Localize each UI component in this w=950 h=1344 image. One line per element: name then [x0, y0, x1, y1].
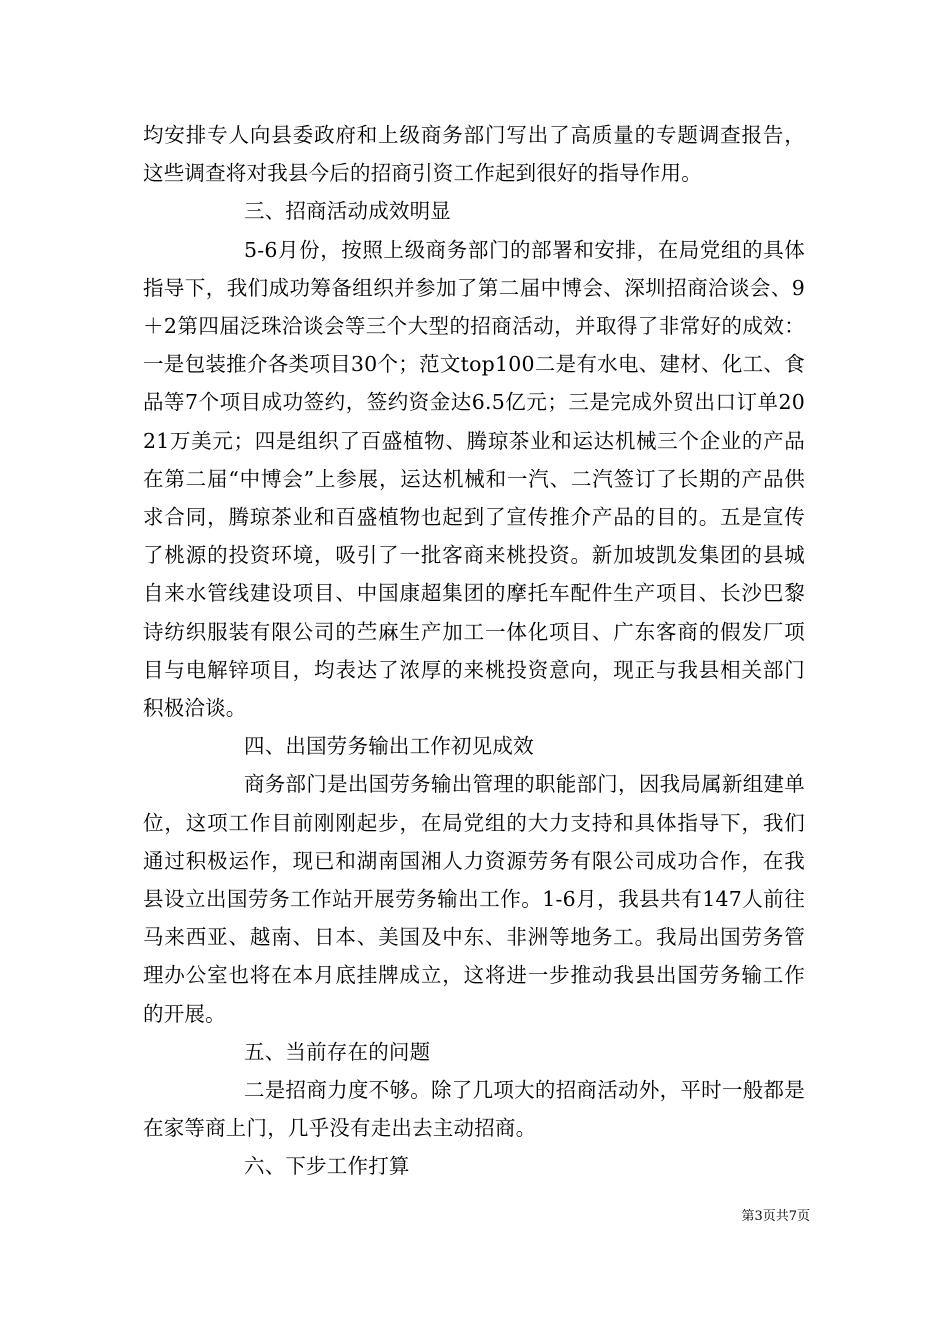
paragraph-labor-export: 商务部门是出国劳务输出管理的职能部门，因我局属新组建单位，这项工作目前刚刚起步，在局党组的大力支持和具体指导下，我们通过积极运作，现已和湖南国湘人力资源劳务有限公司成功合作，在我县设立出国劳务工作站开展劳务输出工作。1-6月，我县共有147人前往马来西亚、越南、日本、美国及中东、非洲等地务工。我局出国劳务管理办公室也将在本月底挂牌成立，这将进一步推动我县出国劳务输工作的开展。 [143, 772, 805, 1026]
section-heading-5: 五、当前存在的问题 [244, 1039, 431, 1064]
section-heading-3: 三、招商活动成效明显 [244, 199, 451, 224]
section-heading-4: 四、出国劳务输出工作初见成效 [244, 734, 534, 759]
paragraph-investment-activities: 5-6月份，按照上级商务部门的部署和安排，在局党组的具体指导下，我们成功筹备组织并参加了第二届中博会、深圳招商洽谈会、9＋2第四届泛珠洽谈会等三个大型的招商活动，并取得了非常好的成效：一是包装推介各类项目30个；范文top100二是有水电、建材、化工、食品等7个项目成功签约，签约资金达6.5亿元；三是完成外贸出口订单2021万美元；四是组织了百盛植物、腾琼茶业和运达机械三个企业的产品在第二届“中博会”上参展，运达机械和一汽、二汽签订了长期的产品供求合同，腾琼茶业和百盛植物也起到了宣传推介产品的目的。五是宣传了桃源的投资环境，吸引了一批客商来桃投资。新加坡凯发集团的县城自来水管线建设项目、中国康超集团的摩托车配件生产项目、长沙巴黎诗纺织服装有限公司的苎麻生产加工一体化项目、广东客商的假发厂项目与电解锌项目，均表达了浓厚的来桃投资意向，现正与我县相关部门积极洽谈。 [143, 237, 805, 721]
paragraph-continued: 均安排专人向县委政府和上级商务部门写出了高质量的专题调查报告，这些调查将对我县今后的招商引资工作起到很好的指导作用。 [143, 123, 805, 186]
paragraph-problems: 二是招商力度不够。除了几项大的招商活动外，平时一般都是在家等商上门，几乎没有走出去主动招商。 [143, 1078, 805, 1141]
section-heading-6: 六、下步工作打算 [244, 1154, 410, 1179]
document-body [143, 116, 805, 1186]
page-number: 第3页共7页 [741, 1209, 810, 1224]
